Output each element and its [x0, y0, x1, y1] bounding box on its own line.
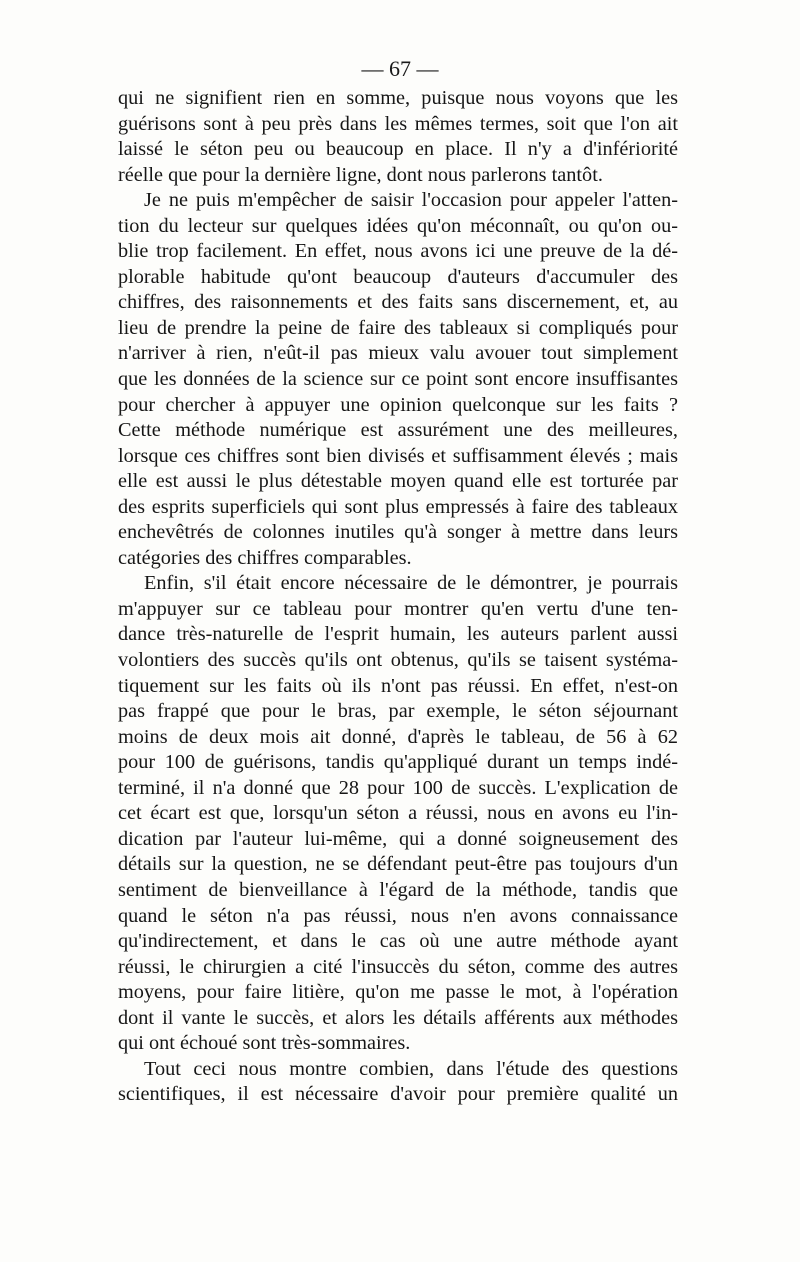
text-line: guérisons sont à peu près dans les mêmes termes, soit que l'on ait [118, 112, 678, 135]
text-line: terminé, il n'a donné que 28 pour 100 de succès. L'explication de [118, 776, 678, 799]
text-line: Cette méthode numérique est assurément une des meilleures, [118, 419, 678, 442]
text-line: Tout ceci nous montre combien, dans l'étude des questions [144, 1057, 678, 1080]
text-line: Je ne puis m'empêcher de saisir l'occasion pour appeler l'atten- [144, 189, 678, 212]
text-line: cet écart est que, lorsqu'un séton a réussi, nous en avons eu l'in- [118, 802, 678, 825]
body-text [118, 86, 678, 1108]
text-line: qui ne signifient rien en somme, puisque nous voyons que les [118, 87, 678, 109]
text-line: lorsque ces chiffres sont bien divisés et suffisamment élevés ; mais [118, 444, 678, 467]
text-line: réussi, le chirurgien a cité l'insuccès du séton, comme des autres [118, 955, 678, 978]
text-line: plorable habitude qu'ont beaucoup d'auteurs d'accumuler des [118, 265, 678, 288]
page-number: — 67 — [361, 56, 439, 81]
text-line: moins de deux mois ait donné, d'après le tableau, de 56 à 62 [118, 725, 678, 748]
text-line: détails sur la question, ne se défendant peut-être pas toujours d'un [118, 853, 678, 876]
text-line: tiquement sur les faits où ils n'ont pas réussi. En effet, n'est-on [118, 674, 678, 697]
text-line: elle est aussi le plus détestable moyen quand elle est torturée par [118, 470, 678, 493]
text-line: des esprits superficiels qui sont plus empressés à faire des tableaux [118, 495, 678, 518]
text-line: quand le séton n'a pas réussi, nous n'en avons connaissance [118, 904, 678, 927]
text-line: catégories des chiffres comparables. [118, 546, 412, 569]
text-line: sentiment de bienveillance à l'égard de la méthode, tandis que [118, 878, 678, 901]
text-line: pour chercher à appuyer une opinion quelconque sur les faits ? [118, 393, 678, 416]
text-line: blie trop facilement. En effet, nous avons ici une preuve de la dé- [118, 240, 678, 263]
text-line: dont il vante le succès, et alors les détails afférents aux méthodes [118, 1006, 678, 1029]
text-line: dication par l'auteur lui-même, qui a donné soigneusement des [118, 827, 678, 850]
text-line: enchevêtrés de colonnes inutiles qu'à songer à mettre dans leurs [118, 521, 678, 544]
text-line: pas frappé que pour le bras, par exemple, le séton séjournant [118, 700, 678, 723]
text-line: que les données de la science sur ce point sont encore insuffisantes [118, 368, 678, 391]
text-line: lieu de prendre la peine de faire des tableaux si compliqués pour [118, 316, 678, 339]
text-line: réelle que pour la dernière ligne, dont nous parlerons tantôt. [118, 163, 603, 186]
text-line: qu'indirectement, et dans le cas où une autre méthode ayant [118, 930, 678, 953]
text-line: tion du lecteur sur quelques idées qu'on méconnaît, ou qu'on ou- [118, 214, 678, 237]
text-line: moyens, pour faire litière, qu'on me passe le mot, à l'opération [118, 981, 678, 1004]
text-line: chiffres, des raisonnements et des faits sans discernement, et, au [118, 291, 678, 314]
text-line: Enfin, s'il était encore nécessaire de le démontrer, je pourrais [144, 572, 678, 595]
paragraph [118, 571, 678, 1056]
text-line: qui ont échoué sont très-sommaires. [118, 1032, 411, 1055]
text-line: n'arriver à rien, n'eût-il pas mieux valu avouer tout simplement [118, 342, 678, 365]
text-line: pour 100 de guérisons, tandis qu'appliqué durant un temps indé- [118, 751, 678, 774]
paragraph [118, 188, 678, 571]
text-line: m'appuyer sur ce tableau pour montrer qu'en vertu d'une ten- [118, 597, 678, 620]
text-line: volontiers des succès qu'ils ont obtenus, qu'ils se taisent systéma- [118, 649, 678, 672]
text-line: scientifiques, il est nécessaire d'avoir pour première qualité un [118, 1083, 678, 1106]
paragraph [118, 86, 678, 188]
paragraph [118, 1057, 678, 1108]
text-line: dance très-naturelle de l'esprit humain, les auteurs parlent aussi [118, 623, 678, 646]
text-line: laissé le séton peu ou beaucoup en place. Il n'y a d'infériorité [118, 138, 678, 161]
